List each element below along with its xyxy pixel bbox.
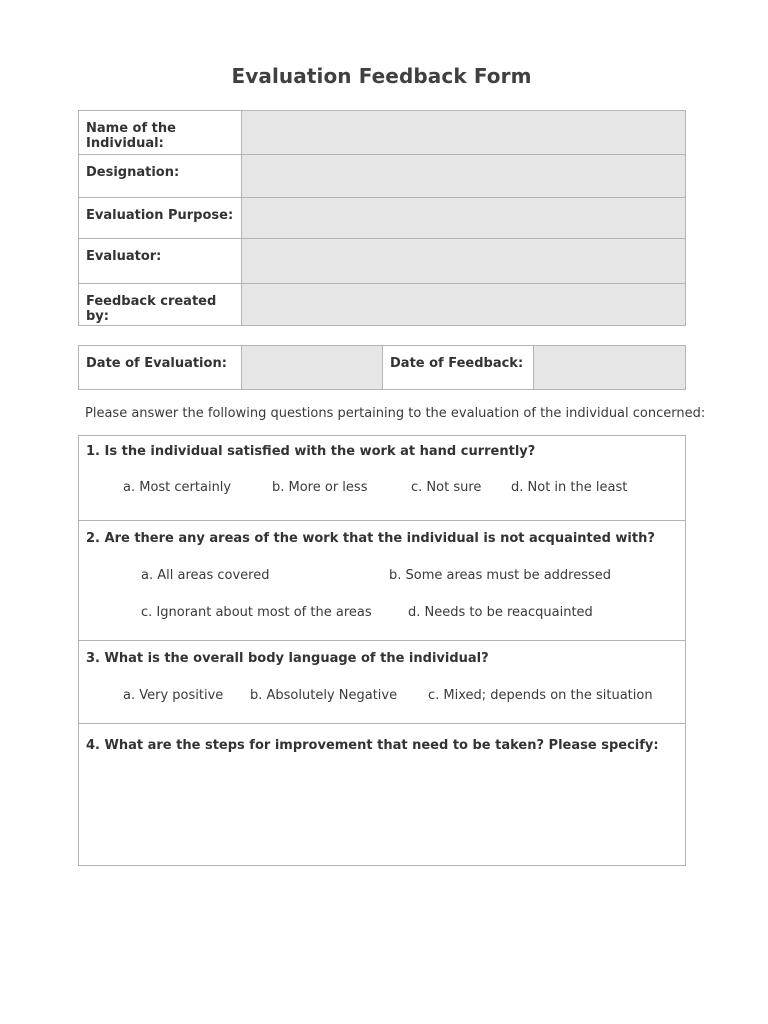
info-label-text: Designation: xyxy=(86,165,180,180)
date-feedback-label-cell xyxy=(383,346,534,390)
option-1d[interactable]: d. Not in the least xyxy=(511,480,628,495)
date-evaluation-field[interactable] xyxy=(242,346,383,390)
info-row-purpose xyxy=(79,198,686,239)
question-3 xyxy=(79,641,685,724)
info-label-text: Evaluator: xyxy=(86,249,162,264)
option-2b[interactable]: b. Some areas must be addressed xyxy=(389,568,612,583)
dates-table xyxy=(78,345,686,390)
form-title: Evaluation Feedback Form xyxy=(231,64,532,88)
info-label xyxy=(79,239,242,284)
option-3a[interactable]: a. Very positive xyxy=(123,688,224,703)
question-text: 1. Is the individual satisfied with the work at hand currently? xyxy=(86,444,536,459)
info-label xyxy=(79,111,242,155)
question-1 xyxy=(79,436,685,521)
option-2a[interactable]: a. All areas covered xyxy=(141,568,270,583)
dates-row xyxy=(79,346,686,390)
option-3b[interactable]: b. Absolutely Negative xyxy=(250,688,398,703)
date-feedback-label: Date of Feedback: xyxy=(390,356,524,371)
question-4 xyxy=(79,724,685,865)
question-text: 4. What are the steps for improvement that need to be taken? Please specify: xyxy=(86,738,659,753)
option-1b[interactable]: b. More or less xyxy=(272,480,368,495)
info-label xyxy=(79,198,242,239)
info-label-text: Feedback created by: xyxy=(86,294,217,324)
date-feedback-field[interactable] xyxy=(534,346,686,390)
evaluator-field[interactable] xyxy=(242,239,686,284)
info-label xyxy=(79,155,242,198)
questions-section xyxy=(78,435,686,866)
info-row-name xyxy=(79,111,686,155)
question-text: 2. Are there any areas of the work that the individual is not acquainted with? xyxy=(86,531,655,546)
option-2d[interactable]: d. Needs to be reacquainted xyxy=(408,605,593,620)
feedback-created-by-field[interactable] xyxy=(242,284,686,326)
info-row-evaluator xyxy=(79,239,686,284)
option-1a[interactable]: a. Most certainly xyxy=(123,480,232,495)
question-text: 3. What is the overall body language of the individual? xyxy=(86,651,489,666)
question-2 xyxy=(79,521,685,641)
info-row-designation xyxy=(79,155,686,198)
info-label-text: Evaluation Purpose: xyxy=(86,208,234,223)
designation-field[interactable] xyxy=(242,155,686,198)
individual-info-table xyxy=(78,110,686,326)
improvement-answer-area[interactable] xyxy=(86,764,676,856)
option-1c[interactable]: c. Not sure xyxy=(411,480,482,495)
date-evaluation-label: Date of Evaluation: xyxy=(86,356,227,371)
info-row-created-by xyxy=(79,284,686,326)
info-label xyxy=(79,284,242,326)
info-label-text: Name of the Individual: xyxy=(86,121,176,151)
instructions-text: Please answer the following questions pertaining to the evaluation of the individual concerned: xyxy=(85,406,706,421)
option-2c[interactable]: c. Ignorant about most of the areas xyxy=(141,605,372,620)
date-evaluation-label-cell xyxy=(79,346,242,390)
option-3c[interactable]: c. Mixed; depends on the situation xyxy=(428,688,653,703)
evaluation-purpose-field[interactable] xyxy=(242,198,686,239)
name-field[interactable] xyxy=(242,111,686,155)
